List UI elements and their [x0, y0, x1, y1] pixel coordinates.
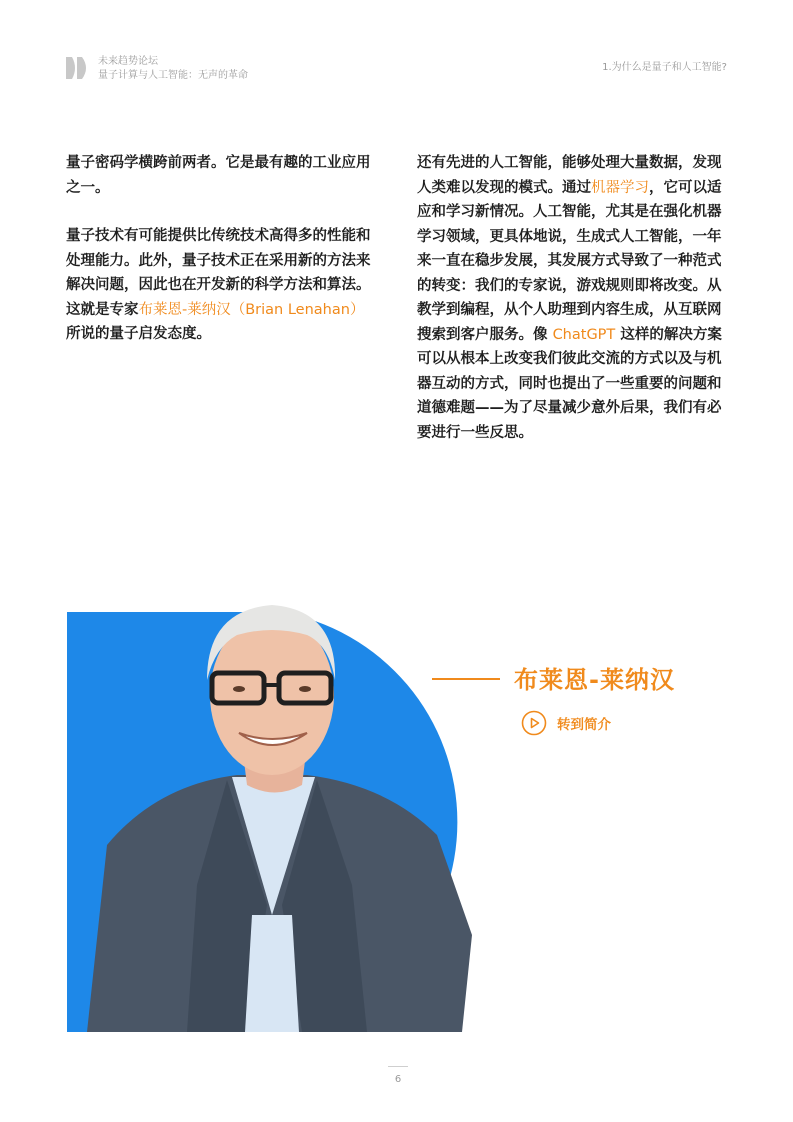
page-number: 6 — [394, 1074, 402, 1085]
publication-name: 未来趋势论坛 — [98, 56, 158, 67]
left-paragraph-2-end: 所说的量子启发态度。 — [66, 326, 211, 342]
logo-icon — [66, 57, 90, 79]
right-paragraph-text-3: 这样的解决方案可以从根本上改变我们彼此交流的方式以及与机器互动的方式，同时也提出了一些重要的问题和道德难题——为了尽量减少意外后果，我们有必要进行一些反思。 — [417, 326, 722, 441]
left-paragraph-2-text: 量子技术有可能提供比传统技术高得多的性能和处理能力。此外，量子技术正在采用新的方法来解决问题，因此也在开发新的科学方法和算法。这就是专家 — [66, 228, 371, 318]
right-paragraph-text: 还有先进的人工智能，能够处理大量数据，发现人类难以发现的模式。通过 — [417, 155, 722, 196]
page-divider — [388, 1066, 408, 1067]
profile-name: 布莱恩-莱纳汉 — [514, 666, 675, 694]
section-title: 1.为什么是量子和人工智能? — [602, 62, 727, 73]
name-divider — [432, 678, 500, 680]
right-paragraph-1 — [417, 151, 729, 445]
machine-learning-link[interactable]: 机器学习 — [591, 179, 649, 196]
right-paragraph-text-2: ，它可以适应和学习新情况。人工智能，尤其是在强化机器学习领域，更具体地说，生成式人工智能，一年来一直在稳步发展，其发展方式导致了一种范式的转变：我们的专家说，游戏规则即将改变。从教学到编程，从个人助理到内容生成，从互联网搜索到客户服务。像 — [417, 179, 722, 343]
expert-name-highlight: 布莱恩-莱纳汉（Brian Lenahan） — [138, 301, 365, 318]
publication-subtitle: 量子计算与人工智能：无声的革命 — [98, 70, 248, 81]
header-titles — [98, 55, 248, 83]
left-paragraph-1: 量子密码学横跨前两者。它是最有趣的工业应用之一。 — [66, 155, 371, 196]
play-circle-icon — [521, 710, 547, 736]
right-column — [417, 151, 729, 469]
chatgpt-highlight: ChatGPT — [552, 326, 616, 343]
left-column — [66, 151, 378, 371]
left-paragraph-2 — [66, 224, 378, 347]
go-to-profile-link[interactable] — [521, 710, 611, 736]
expert-photo — [67, 585, 493, 1032]
profile-link-label: 转到简介 — [557, 717, 611, 733]
